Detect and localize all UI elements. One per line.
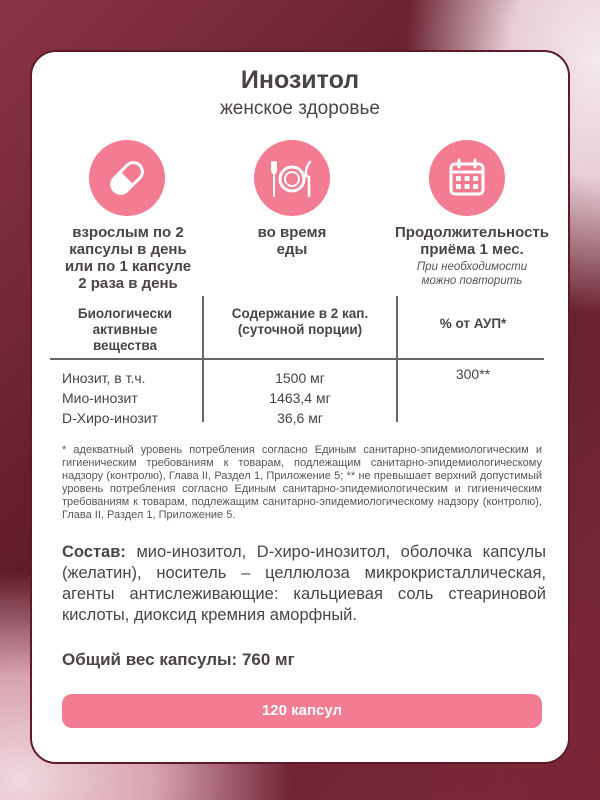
table-row-amounts: 1500 мг 1463,4 мг 36,6 мг <box>269 370 331 426</box>
duration-note: При необходимости можно повторить <box>416 261 528 287</box>
footnote: * адекватный уровень потребления согласно Единым санитарно-эпидемиологическим и гигиеническим требованиям к товарам, подлежащим санитарно-эпидемиологическому надзору (контролю), Глава II, Раздел 1, Приложение 5; ** не превышает верхний допустимый уровень потребления согласно Единым санитарно-эпидемиологическим и гигиеническим требованиям к товарам, подлежащим санитарно-эпидемиологическому надзору (контролю), Глава II, Раздел 1, Приложение 5. <box>62 444 542 521</box>
capsule-icon-circle <box>89 140 165 216</box>
plate-cutlery-icon-circle <box>254 140 330 216</box>
dosage-text: взрослым по 2 капсулы в день или по 1 капсуле 2 раза в день <box>64 224 192 292</box>
duration-text: Продолжительность приёма 1 мес. <box>395 224 549 258</box>
capsule-count-badge: 120 капсул <box>62 694 542 728</box>
table-header-percent: % от АУП* <box>439 316 507 331</box>
plate-cutlery-icon <box>268 154 316 202</box>
composition-text: мио-инозитол, D-хиро-инозитол, оболочка капсулы (желатин), носитель – целлюлоза микрокристаллическая, агенты антислеживающие: кальциевая соль стеариновой кислоты, диоксид кремния аморфный. <box>62 543 546 624</box>
product-subtitle: женское здоровье <box>220 98 380 119</box>
composition-label: Состав: <box>62 543 126 561</box>
table-row: Инозит, в т.ч. Мио-инозит D-Хиро-инозит <box>62 370 158 426</box>
capsule-weight: Общий вес капсулы: 760 мг <box>62 650 295 669</box>
nutrition-table <box>32 296 570 436</box>
info-card <box>30 50 570 764</box>
product-title: Инозитол <box>240 66 360 94</box>
timing-text: во время еды <box>257 224 327 258</box>
table-row-percent: 300** <box>455 366 491 382</box>
table-header-content: Содержание в 2 кап. (суточной порции) <box>231 306 369 337</box>
capsule-icon <box>103 154 151 202</box>
composition <box>62 542 546 626</box>
table-divider <box>50 358 544 360</box>
table-header-substances: Биологически активные вещества <box>77 306 173 353</box>
calendar-icon <box>443 154 491 202</box>
calendar-icon-circle <box>429 140 505 216</box>
